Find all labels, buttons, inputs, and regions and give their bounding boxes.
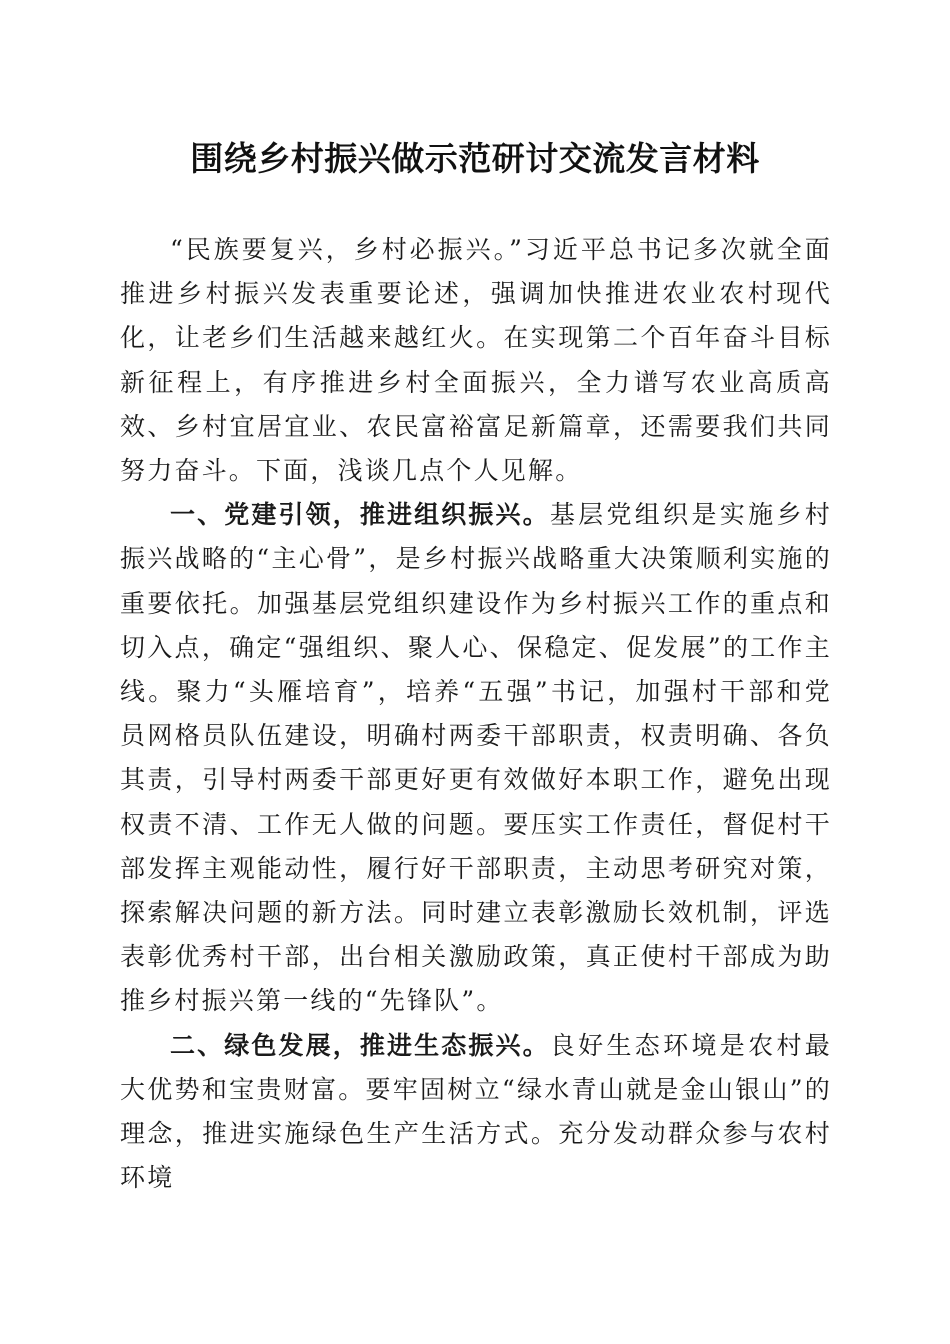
intro-paragraph [120,228,832,493]
section-one-heading: 一、党建引领，推进组织振兴。 [170,500,550,530]
section-two-heading: 二、绿色发展，推进生态振兴。 [170,1030,550,1060]
document-body [120,228,832,1200]
section-two-text: 良好生态环境是农村最大优势和宝贵财富。要牢固树立“绿水青山就是金山银山”的理念，推进实施绿色生产生活方式。充分发动群众参与农村环境 [120,1030,832,1193]
intro-paragraph-text: “民族要复兴，乡村必振兴。”习近平总书记多次就全面推进乡村振兴发表重要论述，强调加快推进农业农村现代化，让老乡们生活越来越红火。在实现第二个百年奋斗目标新征程上，有序推进乡村全面振兴，全力谱写农业高质高效、乡村宜居宜业、农民富裕富足新篇章，还需要我们共同努力奋斗。下面，浅谈几点个人见解。 [120,235,832,486]
section-one-paragraph [120,493,832,1023]
document-title: 围绕乡村振兴做示范研讨交流发言材料 [190,139,760,178]
section-two-paragraph [120,1024,832,1201]
section-one-text: 基层党组织是实施乡村振兴战略的“主心骨”，是乡村振兴战略重大决策顺利实施的重要依托。加强基层党组织建设作为乡村振兴工作的重点和切入点，确定“强组织、聚人心、保稳定、促发展”的工作主线。聚力“头雁培育”，培养“五强”书记，加强村干部和党员网格员队伍建设，明确村两委干部职责，权责明确、各负其责，引导村两委干部更好更有效做好本职工作，避免出现权责不清、工作无人做的问题。要压实工作责任，督促村干部发挥主观能动性，履行好干部职责，主动思考研究对策，探索解决问题的新方法。同时建立表彰激励长效机制，评选表彰优秀村干部，出台相关激励政策，真正使村干部成为助推乡村振兴第一线的“先锋队”。 [120,500,832,1016]
